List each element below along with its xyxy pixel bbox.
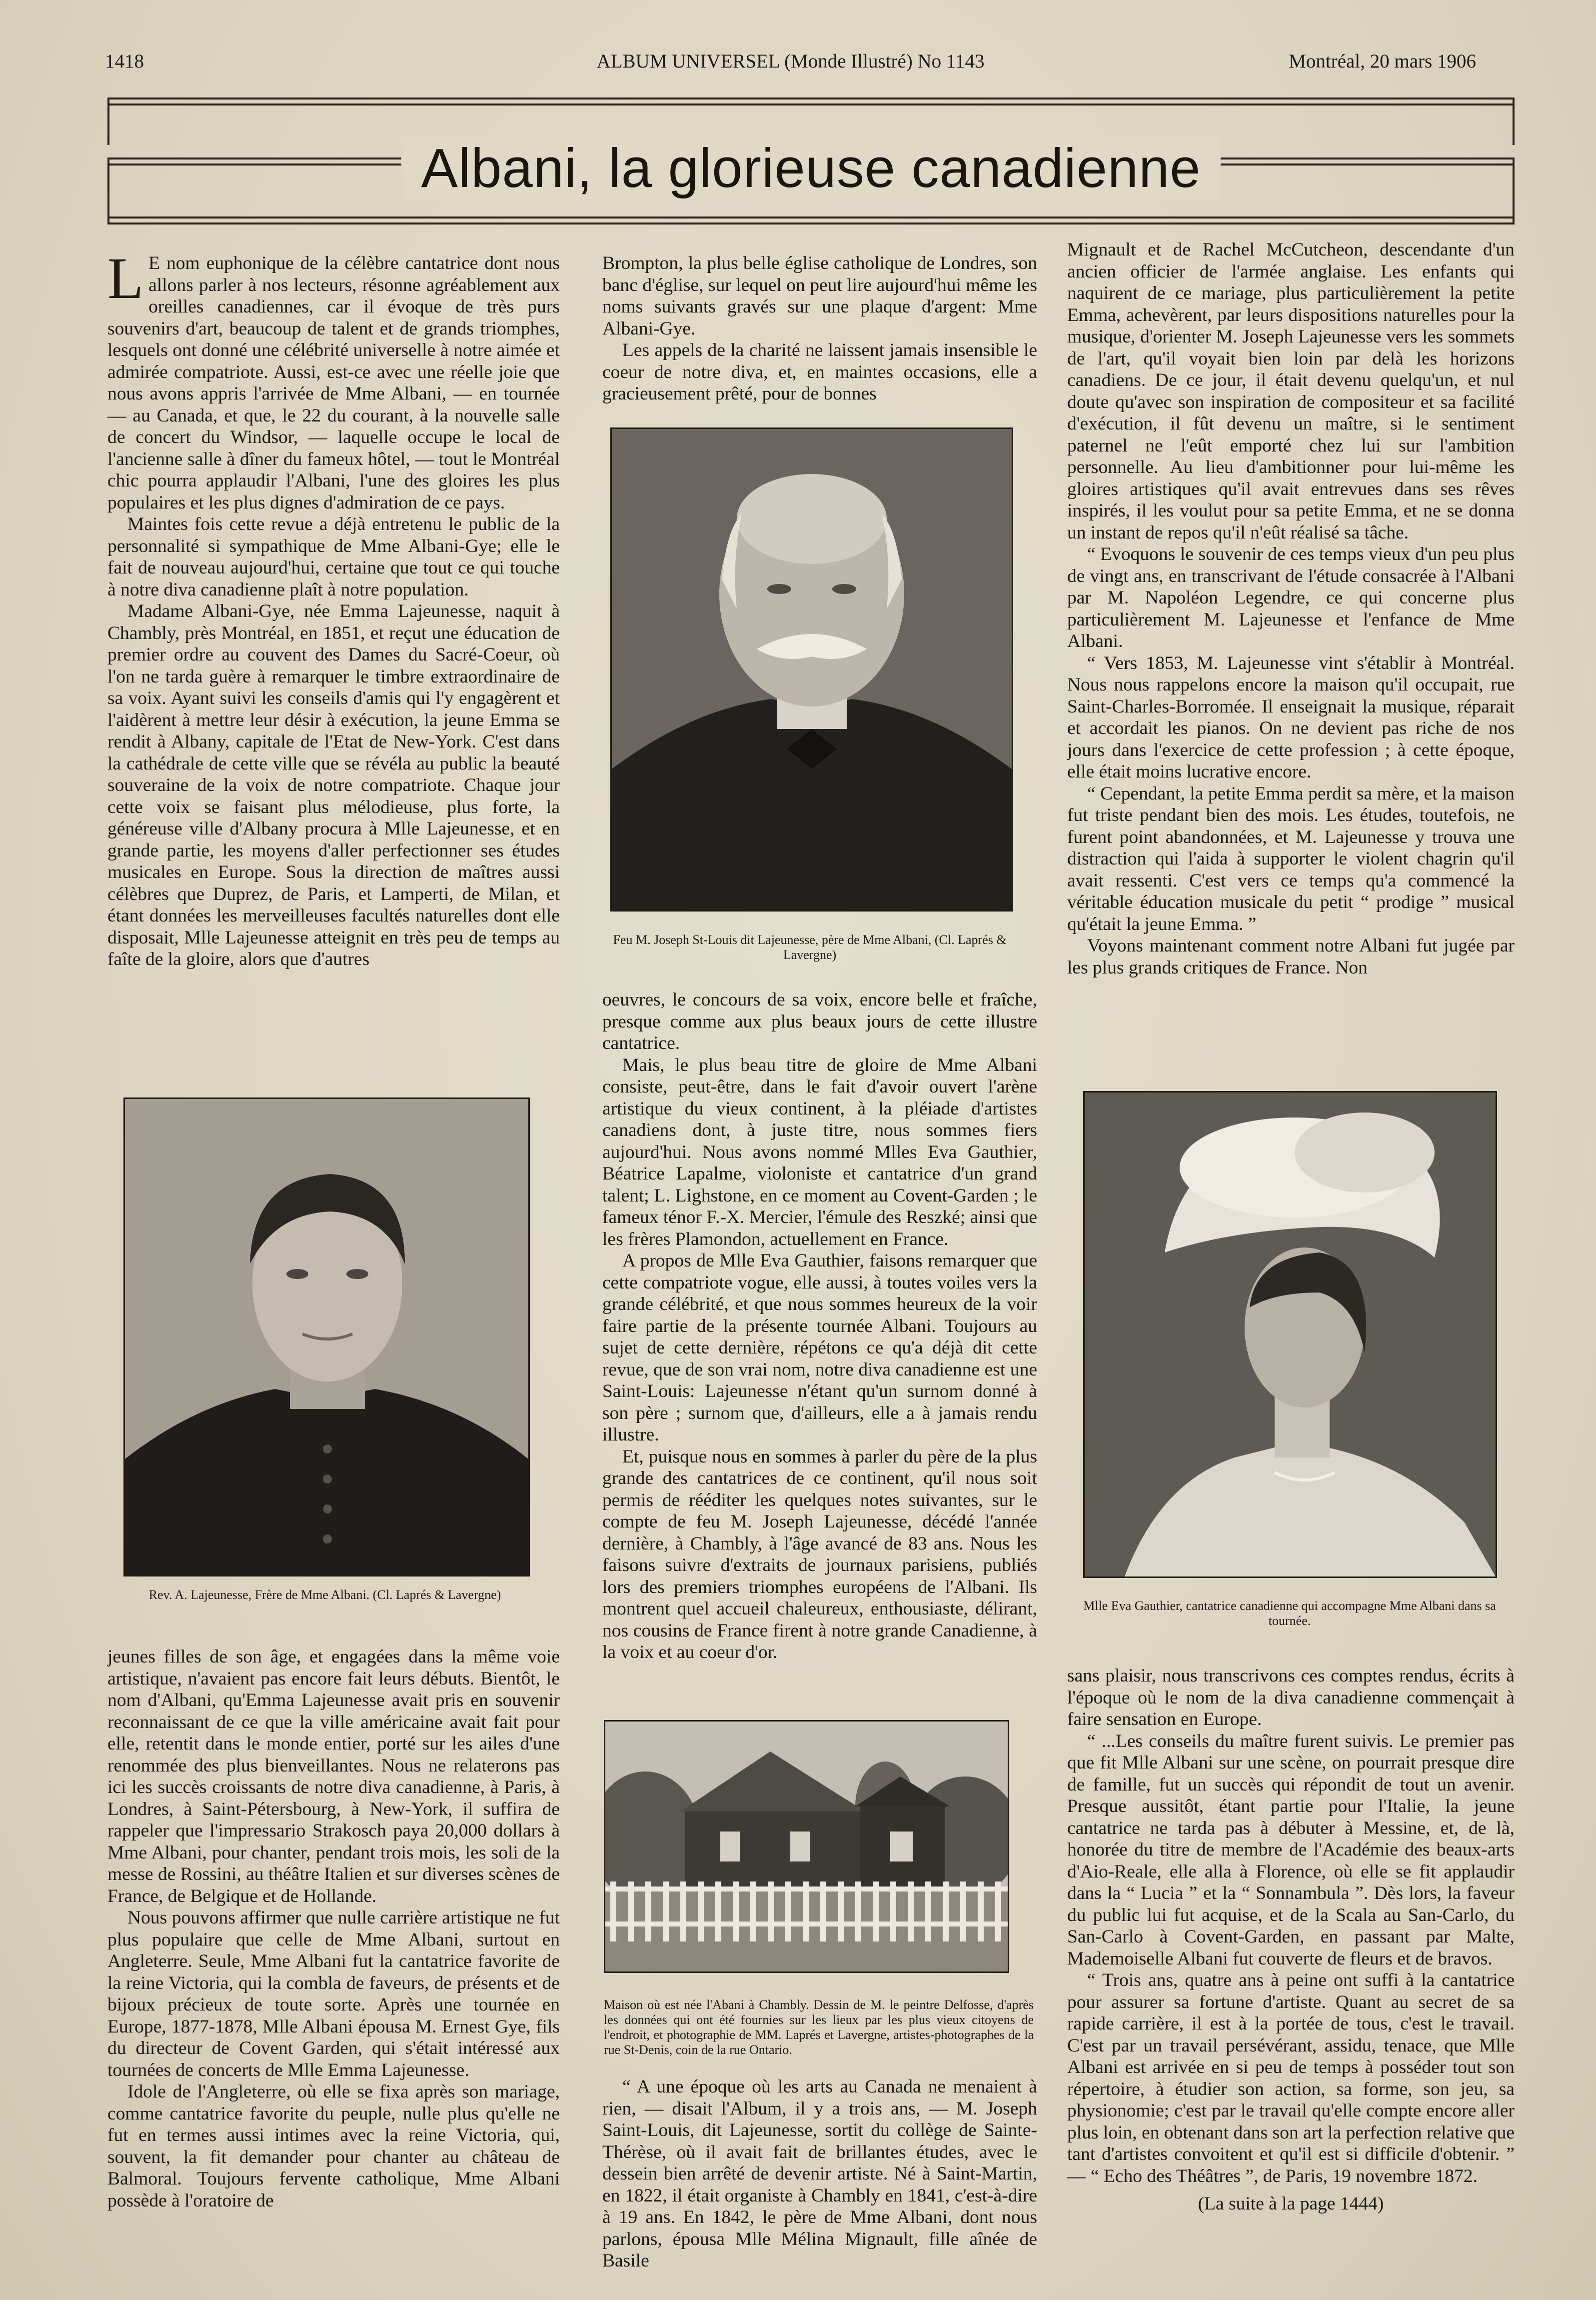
photo-albani-birthplace (604, 1720, 1009, 1973)
article-title: Albani, la glorieuse canadienne (401, 136, 1221, 200)
paragraph: Et, puisque nous en sommes à parler du père de la plus grande des cantatrices de ce continent, qu'il nous soit permis de rééditer les quelques notes suivantes, sur le compte de feu M. Joseph Lajeunesse, décédé l'année dernière, à Chambly, à l'âge avancé de 83 ans. Nous les faisons suivre d'extraits de journaux parisiens, publiés lors des premiers triomphes européens de l'Albani. Ils montrent quel accueil chaleureux, enthousiaste, délirant, nos cousins de France firent à notre grande Canadienne, à la voix et au coeur d'or. (602, 1446, 1037, 1662)
paragraph: Mais, le plus beau titre de gloire de Mme Albani consiste, peut-être, dans le fait d'avoir ouvert l'arène artistique du vieux continent, à la pléiade d'artistes canadiens dont, à juste titre, nous sommes fiers aujourd'hui. Nous avons nommé Mlles Eva Gauthier, Béatrice Lapalme, violoniste et cantatrice d'un grand talent; L. Lighstone, en ce moment au Covent-Garden ; le fameux ténor F.-X. Mercier, l'émule des Reszké; ainsi que les frères Plamondon, actuellement en France. (602, 1054, 1037, 1250)
portrait-illustration (1085, 1092, 1496, 1576)
drop-cap: L (107, 246, 144, 311)
paragraph: E nom euphonique de la célèbre cantatrice dont nous allons parler à nos lecteurs, résonne agréablement aux oreilles canadiennes, car il évoque de très purs souvenirs d'art, beaucoup de talent et de grands triomphes, lesquels ont donné une célébrité universelle à notre aimée et admirée compatriote. Aussi, est-ce avec une réelle joie que nous avons appris l'arrivée de Mme Albani, — en tournée — au Canada, et que, le 22 du courant, à la nouvelle salle de concert du Windsor, — laquelle occupe le local de l'ancienne salle à dîner du fameux hôtel, — tout le Montréal chic pourra applaudir l'Albani, l'une des gloires les plus populaires et les plus dignes d'admiration de ce pays. (107, 253, 560, 513)
bottom-rule (107, 216, 1515, 218)
column-3-continued (1067, 1665, 1515, 2215)
column-2 (602, 252, 1037, 405)
column-2-end (602, 2076, 1037, 2272)
running-head (105, 50, 1476, 80)
column-3 (1067, 239, 1515, 978)
house-illustration (605, 1722, 1008, 1972)
column-1 (107, 246, 560, 970)
paragraph: Voyons maintenant comment notre Albani fut jugée par les plus grands critiques de France. Non (1067, 936, 1515, 978)
caption-eva: Mlle Eva Gauthier, cantatrice canadienne qui accompagne Mme Albani dans sa tournée. (1083, 1598, 1496, 1628)
paragraph: “ Vers 1853, M. Lajeunesse vint s'établir à Montréal. Nous nous rappelons encore la maison qu'il occupait, rue Saint-Charles-Borromée. Il enseignait la musique, réparait et accordait les pianos. On ne devient pas riche de nos jours dans l'exercice de cette profession ; à cette époque, elle était moins lucrative encore. (1067, 652, 1515, 782)
paragraph: sans plaisir, nous transcrivons ces comptes rendus, écrits à l'époque où le nom de la diva canadienne commençait à faire sensation en Europe. (1067, 1666, 1515, 1730)
top-rule (107, 98, 1515, 100)
caption-house: Maison où est née l'Abani à Chambly. Dessin de M. le peintre Delfosse, d'après les données qui ont été fournies sur les lieux par les plus vieux citoyens de l'endroit, et photographie de MM. Laprés et Lavergne, artistes-photographes de la rue St-Denis, coin de la rue Ontario. (604, 1998, 1034, 2057)
caption-rev: Rev. A. Lajeunesse, Frère de Mme Albani. (Cl. Laprés & Lavergne) (148, 1588, 501, 1602)
paragraph: “ Trois ans, quatre ans à peine ont suffi à la cantatrice pour assurer sa fortune d'artiste. Quant au secret de sa rapide carrière, il est à la portée de tous, c'est le travail. C'est par un travail persévérant, assidu, tenace, que Mlle Albani est arrivée en si peu de temps à posséder tout son répertoire, à étudier son action, sa forme, son jeu, sa physionomie; c'est par le travail qu'elle compte encore aller plus loin, en obtenant dans son art la perfection relative que tant d'artistes convoitent et qu'il est si difficile d'obtenir. ” — “ Echo des Théâtres ”, de Paris, 19 novembre 1872. (1067, 1970, 1515, 2186)
paragraph: “ A une époque où les arts au Canada ne menaient à rien, — disait l'Album, il y a trois ans, — M. Joseph Saint-Louis, dit Lajeunesse, sortit du collège de Sainte-Thérèse, où il avait fait de brillantes études, avec le dessein bien arrêté de devenir artiste. Né à Saint-Martin, en 1822, il était organiste à Chambly en 1841, c'est-à-dire à 19 ans. En 1842, le père de Mme Albani, dont nous parlons, épousa Mlle Mélina Mignault, fille aînée de Basile (602, 2076, 1037, 2271)
column-2-continued (602, 989, 1037, 1664)
paragraph: oeuvres, le concours de sa voix, encore belle et fraîche, presque comme aux plus beaux jours de cette illustre cantatrice. (602, 990, 1037, 1054)
photo-joseph-lajeunesse (610, 428, 1013, 912)
photo-rev-lajeunesse (123, 1098, 530, 1576)
paragraph: Idole de l'Angleterre, où elle se fixa après son mariage, comme cantatrice favorite du peuple, nulle plus qu'elle ne fut en termes aussi intimes avec la reine Victoria, qui, souvent, la fit demander pour chanter au château de Balmoral. Toujours fervente catholique, Mme Albani possède à l'oratoire de (107, 2082, 560, 2211)
continued-note: (La suite à la page 1444) (1198, 2194, 1384, 2214)
photo-eva-gauthier (1083, 1091, 1497, 1578)
portrait-illustration (612, 429, 1012, 910)
caption-father: Feu M. Joseph St-Louis dit Lajeunesse, père de Mme Albani, (Cl. Laprés & Lavergne) (613, 932, 1007, 962)
paragraph: “ Cependant, la petite Emma perdit sa mère, et la maison fut triste pendant bien des mois. Les études, toutefois, ne furent point abandonnées, et M. Lajeunesse y trouva une distraction qui l'aida à supporter le violent chagrin qu'il avait ressenti. C'est vers ce temps qu'a commencé la véritable éducation musicale du petit “ prodige ” musical qu'était la jeune Emma. ” (1067, 783, 1515, 934)
paragraph: jeunes filles de son âge, et engagées dans la même voie artistique, n'avaient pas encore fait leurs débuts. Bientôt, le nom d'Albani, qu'Emma Lajeunesse avait pris en souvenir reconnaissant de ce que la ville américaine avait fait pour elle, retentit dans le monde entier, porté sur les ailes d'une renommée des plus bienveillantes. Nous ne relaterons pas ici les succès croissants de notre diva canadienne, à Paris, à Londres, à Saint-Pétersbourg, à New-York, il suffira de rappeler que l'impressario Strakosch paya 20,000 dollars à Mme Albani, pour chanter, pendant trois mois, les soli de la messe de Rossini, au théâtre Italien et sur diverses scènes de France, de Belgique et de Hollande. (107, 1646, 560, 1906)
paragraph: A propos de Mlle Eva Gauthier, faisons remarquer que cette compatriote vogue, elle aussi, à toutes voiles vers la grande célébrité, et que nous sommes heureux de la voir faire partie de la présente tournée Albani. Toujours au sujet de cette dernière, répétons ce qu'a déjà dit cette revue, que de son vrai nom, notre diva canadienne est une Saint-Louis: Lajeunesse n'étant qu'un surnom donné à son père ; surnom que, d'ailleurs, elle a à jamais rendu illustre. (602, 1250, 1037, 1445)
dateline: Montréal, 20 mars 1906 (1289, 50, 1476, 72)
bottom-rule-inner (107, 222, 1515, 224)
paragraph: “ ...Les conseils du maître furent suivis. Le premier pas que fit Mlle Albani sur une scène, on pourrait presque dire de famille, fut un succès qui répondit de tout un avenir. Presque aussitôt, étant partie pour l'Italie, la jeune cantatrice ne tarda pas à débuter à Messine, et, de là, honorée du titre de membre de l'Académie des beaux-arts d'Aio-Reale, elle alla à Florence, où elle se fit applaudir dans la “ Lucia ” et la “ Sonnambula ”. Dès lors, la faveur du public lui fut acquise, et de la Scala au San-Carlo, du San-Carlo à Covent-Garden, en passant par Malte, Mademoiselle Albani fut couverte de fleurs et de bravos. (1067, 1730, 1515, 1969)
paragraph: Les appels de la charité ne laissent jamais insensible le coeur de notre diva, et, en maintes occasions, elle a gracieusement prêté, pour de bonnes (602, 340, 1037, 404)
paragraph: Madame Albani-Gye, née Emma Lajeunesse, naquit à Chambly, près Montréal, en 1851, et reçut une éducation de premier ordre au couvent des Dames du Sacré-Coeur, où l'on ne tarda guère à remarquer le timbre extraordinaire de sa voix. Ayant suivi les conseils d'amis qui l'y engagèrent et l'aidèrent à mettre leur désir à exécution, la jeune Emma se rendit à Albany, capitale de l'Etat de New-York. C'est dans la cathédrale de cette ville que se révéla au public la beauté souveraine de la voix de notre compatriote. Chaque jour cette voix se faisant plus mélodieuse, plus forte, la généreuse ville d'Albany procura à Mlle Lajeunesse, et en grande partie, les moyens d'aller perfectionner ses études musicales en Europe. Sous la direction de maîtres aussi célèbres que Duprez, de Paris, et Lamperti, de Milan, et étant données les merveilleuses facultés naturelles dont elle disposait, Mlle Lajeunesse atteignit en très peu de temps au faîte de la gloire, alors que d'autres (107, 601, 560, 970)
paragraph: “ Evoquons le souvenir de ces temps vieux d'un peu plus de vingt ans, en transcrivant de l'étude consacrée à l'Albani par M. Napoléon Legendre, ce qui concerne plus particulièrement M. Lajeunesse et l'enfance de Mme Albani. (1067, 544, 1515, 652)
paragraph: Maintes fois cette revue a déjà entretenu le public de la personnalité si sympathique de Mme Albani-Gye; elle le fait de nouveau aujourd'hui, certaine que tout ce qui touche à notre diva canadienne plaît à notre population. (107, 514, 560, 600)
title-frame (107, 98, 1515, 230)
top-rule-inner (107, 104, 1515, 106)
page-number: 1418 (105, 50, 144, 72)
publication-title: ALBUM UNIVERSEL (Monde Illustré) No 1143 (596, 50, 985, 72)
paragraph: Brompton, la plus belle église catholique de Londres, son banc d'église, sur lequel on peut lire aujourd'hui même les noms suivants gravés sur une plaque d'argent: Mme Albani-Gye. (602, 253, 1037, 339)
paragraph: Nous pouvons affirmer que nulle carrière artistique ne fut plus populaire que celle de Mme Albani, surtout en Angleterre. Seule, Mme Albani fut la cantatrice favorite de la reine Victoria, qui la combla de faveurs, de présents et de bijoux précieux de toute sorte. Après une tournée en Europe, 1877-1878, Mlle Albani épousa M. Ernest Gye, fils du directeur de Covent Garden, qui s'était intéressé aux tournées de concerts de Mlle Emma Lajeunesse. (107, 1908, 560, 2080)
paragraph: Mignault et de Rachel McCutcheon, descendante d'un ancien officier de l'armée anglaise. Les enfants qui naquirent de ce mariage, plus particulièrement la petite Emma, achevèrent, par leurs dispositions naturelles pour la musique, d'orienter M. Joseph Lajeunesse vers les sommets de l'art, qu'il voyait bien loin par delà les horizons canadiens. De ce jour, il était devenu quelqu'un, et nul doute qu'avec son inspiration de compositeur et sa facilité d'exécution, il fût devenu un maître, si le sentiment paternel ne l'eût emporté chez lui sur l'ambition personnelle. Au lieu d'ambitionner pour lui-même les gloires artistiques qu'il avait entrevues dans ses rêves inspirés, il les voulut pour sa petite Emma, et ne se donna un instant de repos qu'il n'eût réalisé sa tâche. (1067, 240, 1515, 543)
column-1-continued (107, 1646, 560, 2212)
portrait-illustration (125, 1099, 528, 1575)
title-wrap (107, 136, 1515, 200)
